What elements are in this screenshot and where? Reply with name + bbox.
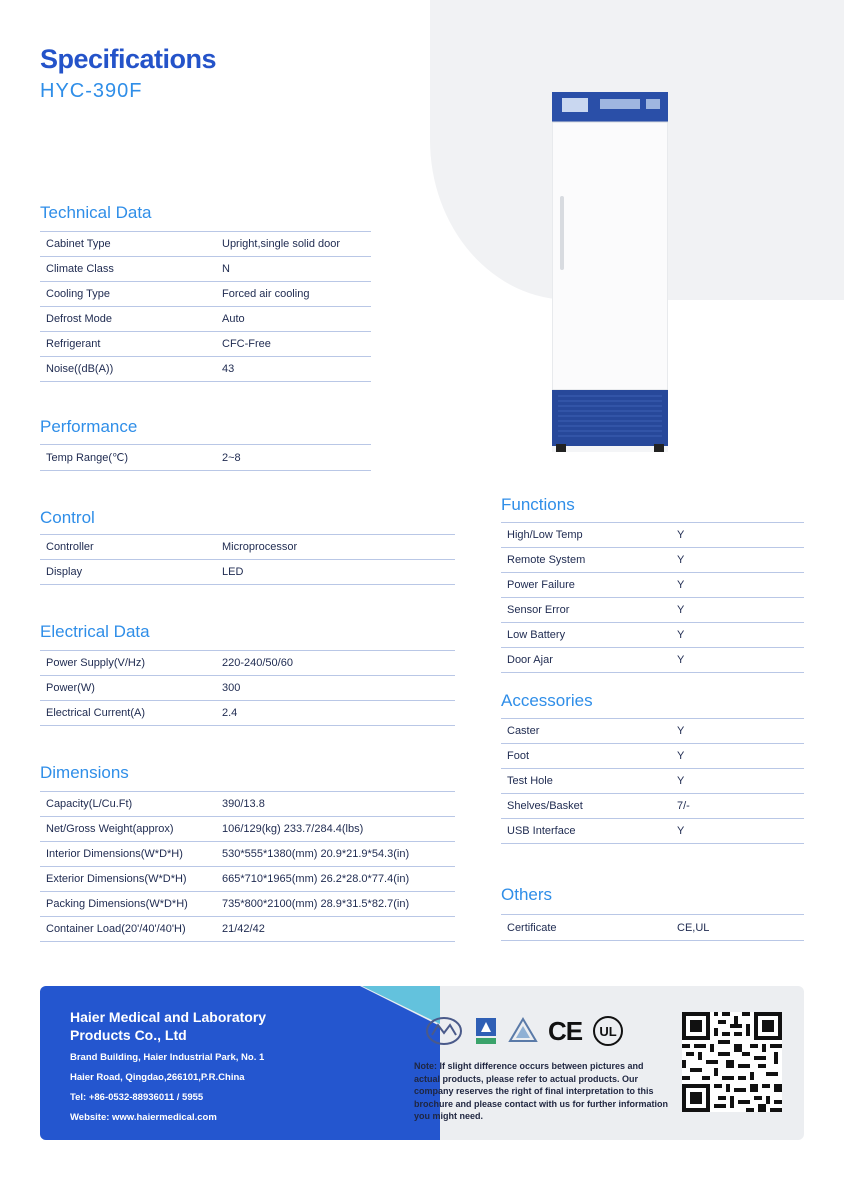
certification-logos (424, 1014, 624, 1048)
address-line1: Brand Building, Haier Industrial Park, No. 1 (70, 1052, 265, 1063)
table-row (40, 559, 455, 585)
page-title: Specifications (40, 44, 217, 74)
row-label: Sensor Error (507, 604, 570, 616)
table-row (501, 793, 804, 818)
row-label: USB Interface (507, 825, 576, 837)
row-value: Y (677, 725, 685, 737)
table-row (40, 281, 371, 306)
row-value: Y (677, 750, 685, 762)
mdd-mark-icon (424, 1015, 464, 1047)
row-label: Power Failure (507, 579, 575, 591)
row-label: Remote System (507, 554, 586, 566)
row-value: Y (677, 604, 685, 616)
row-value: 390/13.8 (222, 798, 265, 810)
address-line2: Haier Road, Qingdao,266101,P.R.China (70, 1072, 245, 1083)
row-value: Forced air cooling (222, 288, 310, 300)
row-label: Cooling Type (46, 288, 111, 300)
table-row (501, 547, 804, 572)
refrigerator-image (552, 92, 668, 452)
dimensions-table (40, 791, 455, 942)
row-value: Y (677, 629, 685, 641)
row-value: 220-240/50/60 (222, 657, 293, 669)
model-name: HYC-390F (40, 80, 143, 102)
row-label: Noise((dB(A)) (46, 363, 114, 375)
row-label: Cabinet Type (46, 238, 111, 250)
row-value: CFC-Free (222, 338, 271, 350)
row-value: Y (677, 529, 685, 541)
row-value: 21/42/42 (222, 923, 265, 935)
row-value: Y (677, 825, 685, 837)
control-table (40, 534, 455, 585)
accessories-heading: Accessories (501, 691, 593, 710)
table-row (40, 675, 455, 700)
table-row (501, 743, 804, 768)
row-label: Low Battery (507, 629, 566, 641)
row-value: 735*800*2100(mm) 28.9*31.5*82.7(in) (222, 898, 410, 910)
row-value: 2.4 (222, 707, 238, 719)
functions-table (501, 522, 804, 673)
row-label: Container Load(20'/40'/40'H) (46, 923, 186, 935)
company-name (70, 1008, 330, 1044)
row-value: CE,UL (677, 921, 710, 934)
table-row (40, 444, 371, 471)
row-value: 7/- (677, 800, 690, 812)
row-label: Climate Class (46, 263, 114, 275)
table-row (501, 622, 804, 647)
row-label: Display (46, 566, 83, 578)
row-label: Caster (507, 725, 540, 737)
table-row (40, 916, 455, 942)
table-row (40, 306, 371, 331)
table-row (40, 331, 371, 356)
row-value: Upright,single solid door (222, 238, 341, 250)
table-row (40, 841, 455, 866)
row-value: Y (677, 579, 685, 591)
row-value: 665*710*1965(mm) 26.2*28.0*77.4(in) (222, 873, 410, 885)
ce-mark-icon: CE (548, 1015, 583, 1046)
row-label: Controller (46, 541, 94, 553)
row-label: Capacity(L/Cu.Ft) (46, 798, 133, 810)
row-value: N (222, 263, 230, 275)
company-name-line1: Haier Medical and Laboratory (70, 1009, 267, 1025)
row-label: Exterior Dimensions(W*D*H) (46, 873, 187, 885)
row-label: Temp Range(℃) (46, 452, 129, 464)
accessories-table (501, 718, 804, 844)
row-value: Y (677, 775, 685, 787)
row-value: 43 (222, 363, 235, 375)
row-label: Test Hole (507, 775, 553, 787)
row-label: Power Supply(V/Hz) (46, 657, 146, 669)
table-row (501, 914, 804, 941)
row-value: 106/129(kg) 233.7/284.4(lbs) (222, 823, 364, 835)
ul-mark-icon (592, 1015, 624, 1047)
row-value: 530*555*1380(mm) 20.9*21.9*54.3(in) (222, 848, 410, 860)
row-label: High/Low Temp (507, 529, 583, 541)
row-label: Interior Dimensions(W*D*H) (46, 848, 183, 860)
others-table (501, 914, 804, 941)
performance-heading: Performance (40, 417, 138, 436)
table-row (501, 818, 804, 844)
table-row (40, 650, 455, 675)
table-row (40, 816, 455, 841)
row-value: Y (677, 554, 685, 566)
row-value: LED (222, 566, 244, 578)
table-row (40, 891, 455, 916)
row-label: Defrost Mode (46, 313, 113, 325)
row-label: Net/Gross Weight(approx) (46, 823, 174, 835)
disclaimer-note: Note: If slight difference occurs between pictures and actual products, please refer to actual products. Our company reserves the right of final interpretation to this brochure and please contact with us for further information you might need. (414, 1061, 669, 1122)
table-row (501, 597, 804, 622)
table-row (40, 231, 371, 256)
control-heading: Control (40, 508, 95, 527)
table-row (40, 256, 371, 281)
row-label: Electrical Current(A) (46, 707, 146, 719)
table-row (40, 700, 455, 726)
company-name-line2: Products Co., Ltd (70, 1027, 187, 1043)
row-value: 2~8 (222, 451, 241, 464)
table-row (501, 718, 804, 743)
table-row (501, 647, 804, 673)
electrical-data-heading: Electrical Data (40, 622, 150, 641)
energy-mark-icon (474, 1016, 498, 1046)
table-row (501, 522, 804, 547)
electrical-data-table (40, 650, 455, 726)
technical-data-heading: Technical Data (40, 203, 152, 222)
row-value: 300 (222, 682, 241, 694)
row-label: Door Ajar (507, 654, 553, 666)
triangle-mark-icon (508, 1016, 538, 1046)
technical-data-table (40, 231, 371, 382)
table-row (40, 356, 371, 382)
dimensions-heading: Dimensions (40, 763, 129, 782)
telephone: Tel: +86-0532-88936011 / 5955 (70, 1092, 204, 1103)
footer (40, 986, 804, 1140)
qr-code-icon (682, 1012, 782, 1112)
row-label: Packing Dimensions(W*D*H) (46, 898, 188, 910)
row-value: Y (677, 654, 685, 666)
table-row (40, 534, 455, 559)
row-label: Certificate (507, 921, 557, 934)
table-row (501, 768, 804, 793)
row-label: Shelves/Basket (507, 800, 583, 812)
ul-mark-text: UL (599, 1024, 617, 1039)
table-row (40, 791, 455, 816)
row-value: Auto (222, 313, 245, 325)
table-row (40, 866, 455, 891)
functions-heading: Functions (501, 495, 575, 514)
row-label: Refrigerant (46, 338, 101, 350)
others-heading: Others (501, 885, 553, 904)
row-label: Power(W) (46, 682, 95, 694)
row-value: Microprocessor (222, 541, 298, 553)
table-row (501, 572, 804, 597)
website: Website: www.haiermedical.com (70, 1112, 217, 1123)
performance-table (40, 444, 371, 471)
row-label: Foot (507, 750, 530, 762)
